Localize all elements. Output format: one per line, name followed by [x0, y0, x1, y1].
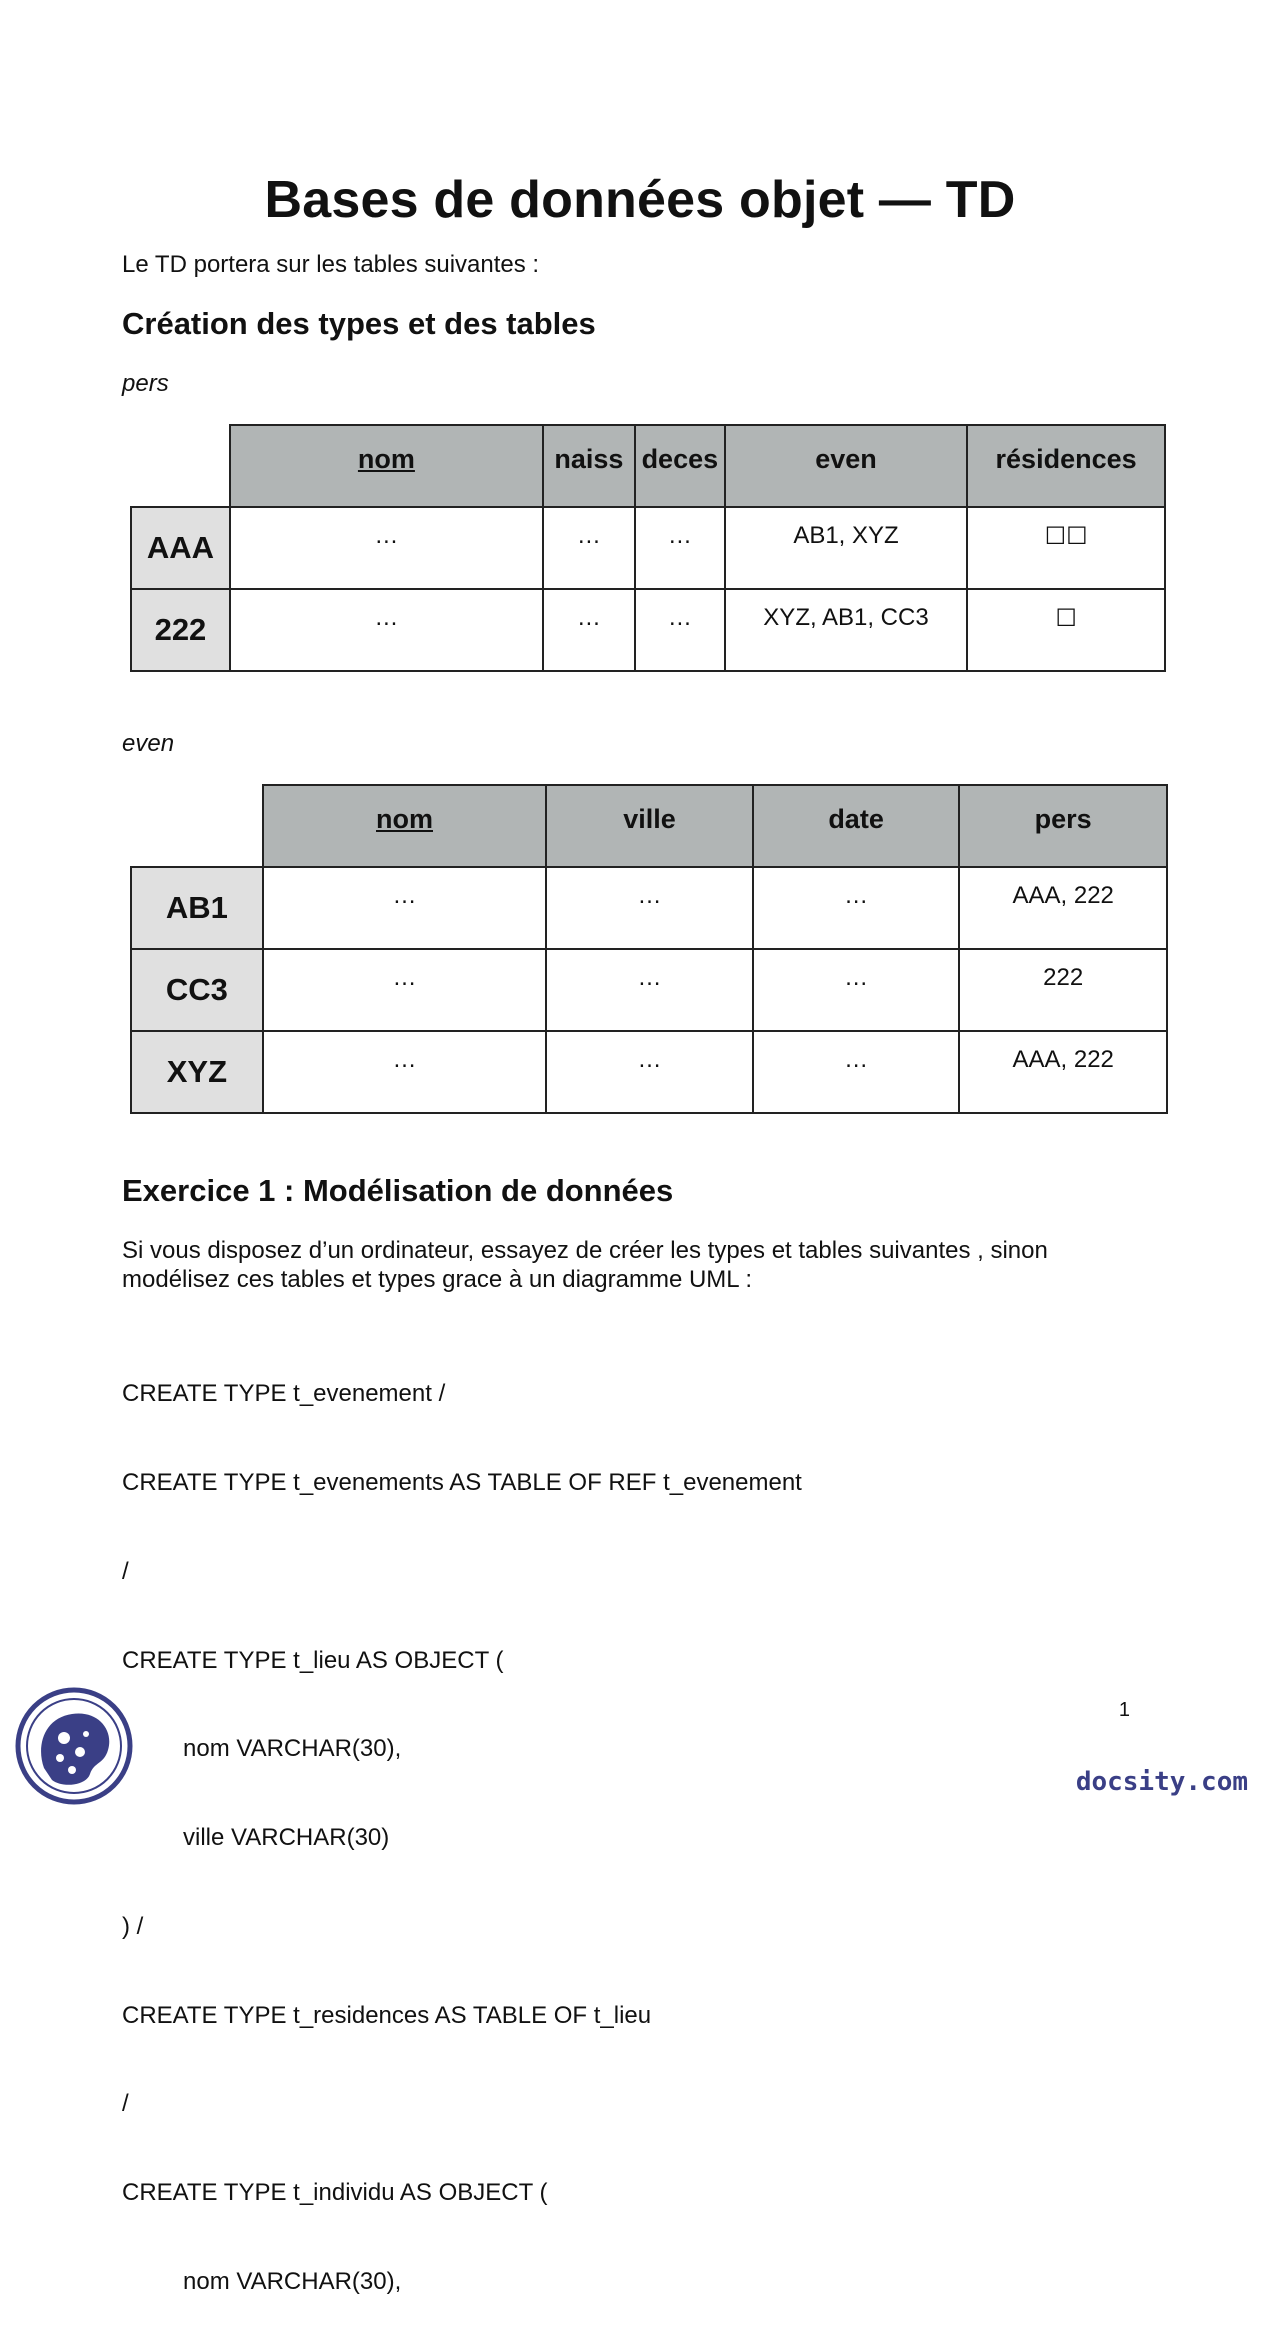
- row-key: 222: [131, 589, 230, 671]
- column-header: nom: [230, 425, 543, 507]
- exercise-heading: Exercice 1 : Modélisation de données: [122, 1173, 674, 1208]
- table-row: [131, 589, 1165, 671]
- table-cell: …: [753, 1031, 960, 1113]
- table-cell: …: [753, 867, 960, 949]
- code-line: ) /: [122, 1912, 144, 1940]
- row-key: CC3: [131, 949, 263, 1031]
- table-cell: 222: [959, 949, 1167, 1031]
- table-cell: …: [543, 589, 635, 671]
- table-corner: [131, 425, 230, 507]
- exercise-instruction-line-2: modélisez ces tables et types grace à un diagramme UML :: [122, 1266, 753, 1293]
- code-line: CREATE TYPE t_lieu AS OBJECT (: [122, 1646, 504, 1674]
- row-key: AAA: [131, 507, 230, 589]
- table-cell: …: [263, 867, 546, 949]
- column-header: pers: [959, 785, 1167, 867]
- code-line: nom VARCHAR(30),: [183, 1735, 402, 1763]
- page-title: Bases de données objet — TD: [264, 171, 1016, 229]
- column-header: date: [753, 785, 960, 867]
- code-line: /: [122, 1557, 129, 1585]
- table-caption-even: even: [122, 730, 175, 757]
- table-cell: …: [230, 589, 543, 671]
- table-cell: ☐: [967, 589, 1165, 671]
- table-cell: …: [546, 949, 753, 1031]
- exercise-instruction-line-1: Si vous disposez d’un ordinateur, essayez de créer les types et tables suivantes , sinon: [122, 1237, 1048, 1264]
- table-cell: …: [263, 949, 546, 1031]
- table-cell: AAA, 222: [959, 867, 1167, 949]
- code-line: CREATE TYPE t_individu AS OBJECT (: [122, 2179, 548, 2207]
- table-row: [131, 867, 1167, 949]
- table-cell: …: [230, 507, 543, 589]
- page-number: 1: [1118, 1699, 1130, 1721]
- row-key: XYZ: [131, 1031, 263, 1113]
- column-header: résidences: [967, 425, 1165, 507]
- table-cell: …: [635, 589, 725, 671]
- column-header: even: [725, 425, 967, 507]
- column-header: deces: [635, 425, 725, 507]
- table-cell: AB1, XYZ: [725, 507, 967, 589]
- table-cell: …: [546, 867, 753, 949]
- docsity-logo-icon: [14, 1686, 134, 1806]
- table-cell: …: [753, 949, 960, 1031]
- table-row: [131, 1031, 1167, 1113]
- table-row: [131, 949, 1167, 1031]
- table-corner: [131, 785, 263, 867]
- brand-watermark[interactable]: docsity.com: [1075, 1767, 1248, 1797]
- table-even: [130, 784, 1168, 1114]
- table-cell: …: [543, 507, 635, 589]
- row-key: AB1: [131, 867, 263, 949]
- column-header: naiss: [543, 425, 635, 507]
- code-line: nom VARCHAR(30),: [183, 2268, 402, 2295]
- table-cell: ☐☐: [967, 507, 1165, 589]
- code-line: /: [122, 2090, 129, 2118]
- code-line: CREATE TYPE t_evenements AS TABLE OF REF t_evenement: [122, 1468, 802, 1496]
- column-header: nom: [263, 785, 546, 867]
- code-block: [122, 1320, 802, 2326]
- intro-text: Le TD portera sur les tables suivantes :: [122, 251, 540, 278]
- code-line: CREATE TYPE t_residences AS TABLE OF t_lieu: [122, 2001, 652, 2029]
- section-heading: Création des types et des tables: [122, 306, 596, 341]
- table-cell: XYZ, AB1, CC3: [725, 589, 967, 671]
- table-pers: [130, 424, 1166, 672]
- column-header: ville: [546, 785, 753, 867]
- table-cell: …: [263, 1031, 546, 1113]
- table-row: [131, 507, 1165, 589]
- table-cell: …: [546, 1031, 753, 1113]
- code-line: CREATE TYPE t_evenement /: [122, 1380, 446, 1408]
- code-line: ville VARCHAR(30): [183, 1824, 390, 1852]
- table-cell: AAA, 222: [959, 1031, 1167, 1113]
- table-caption-pers: pers: [122, 370, 169, 397]
- table-cell: …: [635, 507, 725, 589]
